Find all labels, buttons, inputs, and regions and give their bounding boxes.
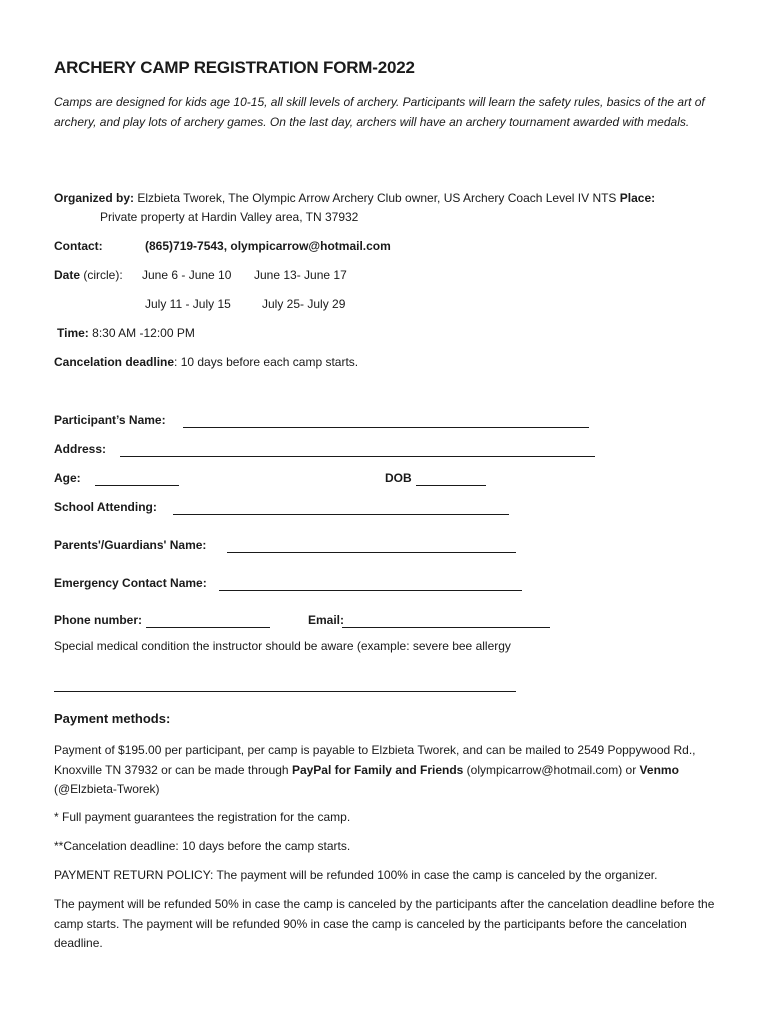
time-label: Time:: [57, 326, 89, 340]
contact-value: (865)719-7543, olympicarrow@hotmail.com: [145, 239, 391, 253]
organized-by-line: [54, 191, 655, 205]
cancelation-label: Cancelation deadline: [54, 355, 175, 369]
intro-paragraph: Camps are designed for kids age 10-15, all skill levels of archery. Participants will learn the safety rules, basics of the art of archery, and play lots of archery games. On the last day, archers will have an archery tournament awarded with medals.: [54, 95, 705, 129]
date-hint: (circle):: [83, 268, 123, 282]
contact-label: Contact:: [54, 239, 103, 253]
payment-p1-a: Payment of $195.00 per participant, per camp is payable to Elzbieta Tworek, and can be mailed to 2549 Poppywood Rd., Knoxville TN 37932 or can be made through: [54, 743, 696, 777]
participant-name-field[interactable]: [183, 415, 589, 428]
place-label: Place:: [619, 191, 656, 205]
paypal-label: PayPal for Family and Friends: [291, 762, 464, 777]
medical-field[interactable]: [54, 679, 516, 692]
email-field[interactable]: [342, 615, 550, 628]
form-title: ARCHERY CAMP REGISTRATION FORM-2022: [54, 58, 415, 77]
address-label: Address:: [54, 442, 107, 456]
dob-field[interactable]: [416, 473, 486, 486]
organized-by-text: Elzbieta Tworek, The Olympic Arrow Archery Club owner, US Archery Coach Level IV NTS: [137, 191, 617, 205]
organized-by-label: Organized by:: [54, 191, 135, 205]
date-label: Date: [54, 268, 81, 282]
date-label-line: [54, 268, 123, 282]
refund-paragraph: The payment will be refunded 50% in case the camp is canceled by the participants after the cancelation deadline before the camp starts. The payment will be refunded 90% in case the camp is canceled by the participants before the cancelation deadline.: [54, 897, 715, 950]
payment-paragraph-2: * Full payment guarantees the registration for the camp.: [54, 810, 351, 824]
emergency-label: Emergency Contact Name:: [54, 576, 207, 590]
return-policy-paragraph: PAYMENT RETURN POLICY: The payment will be refunded 100% in case the camp is canceled by the organizer.: [54, 868, 658, 882]
school-field[interactable]: [173, 502, 509, 515]
phone-label: Phone number:: [54, 613, 143, 627]
date-option-4[interactable]: July 25- July 29: [262, 297, 346, 311]
medical-label: Special medical condition the instructor should be aware (example: severe bee allergy: [54, 639, 511, 653]
date-option-2[interactable]: June 13- June 17: [254, 268, 347, 282]
parents-label: Parents'/Guardians' Name:: [54, 538, 207, 552]
phone-field[interactable]: [146, 615, 270, 628]
parents-field[interactable]: [227, 540, 516, 553]
participant-name-label: Participant’s Name:: [54, 413, 166, 427]
date-option-1[interactable]: June 6 - June 10: [142, 268, 232, 282]
age-field[interactable]: [95, 473, 179, 486]
time-line: [57, 326, 195, 340]
cancelation-line: [54, 355, 358, 369]
school-label: School Attending:: [54, 500, 157, 514]
cancelation-value: : 10 days before each camp starts.: [174, 355, 359, 369]
payment-paragraph-1: [54, 741, 719, 800]
age-label: Age:: [54, 471, 81, 485]
place-text: Private property at Hardin Valley area, TN 37932: [100, 210, 359, 224]
venmo-label: Venmo: [639, 762, 679, 777]
date-option-3[interactable]: July 11 - July 15: [145, 297, 231, 311]
payment-paragraph-3: **Cancelation deadline: 10 days before the camp starts.: [54, 839, 351, 853]
payment-p1-c: (@Elzbieta-Tworek): [54, 782, 160, 796]
time-value: 8:30 AM -12:00 PM: [92, 326, 195, 340]
dob-label: DOB: [385, 471, 412, 485]
email-label: Email:: [308, 613, 345, 627]
payment-heading: Payment methods:: [54, 711, 171, 726]
emergency-field[interactable]: [219, 578, 522, 591]
payment-p1-b: (olympicarrow@hotmail.com) or: [463, 762, 640, 777]
address-field[interactable]: [120, 444, 595, 457]
